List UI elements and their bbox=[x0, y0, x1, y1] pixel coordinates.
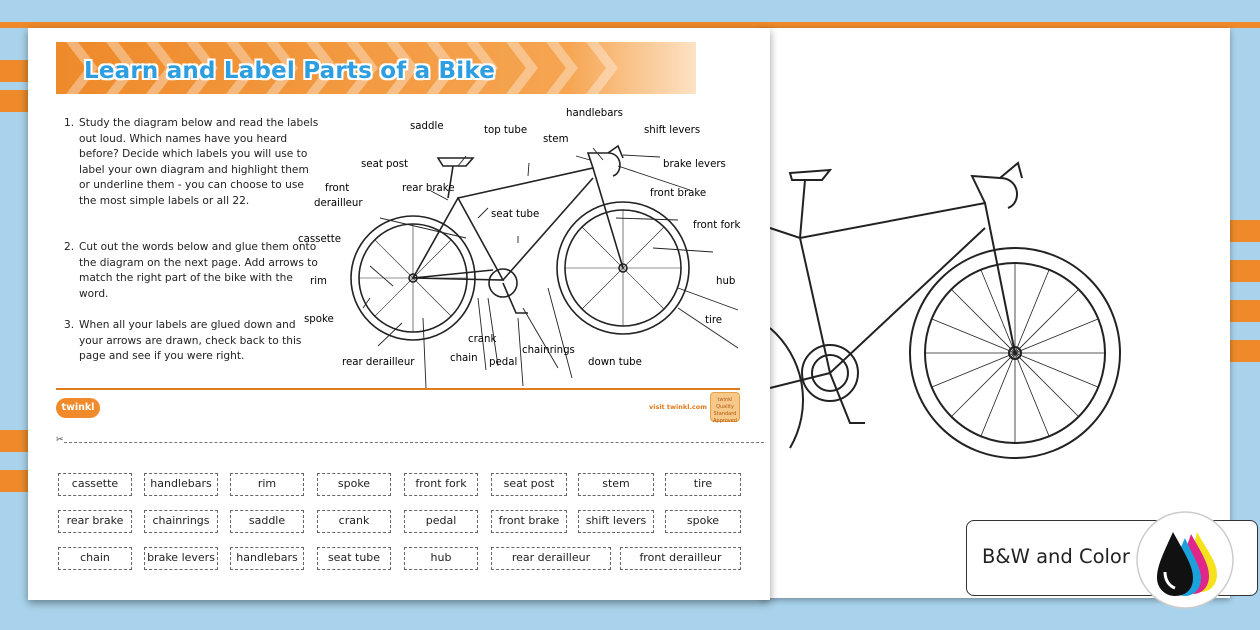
label-rim: rim bbox=[310, 276, 327, 287]
word-card[interactable]: handlebars bbox=[144, 473, 218, 496]
label-seat-post: seat post bbox=[361, 159, 409, 170]
bg-stripe bbox=[0, 60, 28, 82]
instruction-text: Cut out the words below and glue them onto the diagram on the next page. Add arrows to match the right part of the bike with the word. bbox=[79, 241, 318, 300]
twinkl-logo: twinkl bbox=[56, 398, 100, 418]
label-handlebars: handlebars bbox=[566, 108, 623, 119]
bg-stripe bbox=[0, 90, 28, 112]
word-card[interactable]: rim bbox=[230, 473, 304, 496]
quality-badge: twinkl Quality Standard Approved bbox=[710, 392, 740, 422]
word-card[interactable]: handlebars bbox=[230, 547, 304, 570]
word-card[interactable]: spoke bbox=[317, 473, 391, 496]
worksheet-page bbox=[28, 28, 770, 600]
word-card[interactable]: stem bbox=[578, 473, 654, 496]
word-card[interactable]: chain bbox=[58, 547, 132, 570]
label-shift-levers: shift levers bbox=[644, 125, 701, 136]
instruction-text: Study the diagram below and read the labels out loud. Which names have you heard before? Decide which labels you will use to label your own diagram and highlight them or underline them - you can choose to use the most simple labels or all 22. bbox=[79, 117, 319, 207]
word-card[interactable]: tire bbox=[665, 473, 741, 496]
bg-stripe bbox=[0, 470, 28, 492]
instruction-text: When all your labels are glued down and your arrows are drawn, check back to this page and see if you were right. bbox=[79, 319, 302, 362]
label-front-fork: front fork bbox=[693, 220, 741, 231]
bg-stripe bbox=[1230, 340, 1260, 362]
word-card[interactable]: rear derailleur bbox=[491, 547, 611, 570]
label-crank: crank bbox=[468, 334, 497, 345]
instruction-number: 3. bbox=[64, 319, 75, 331]
word-card[interactable]: shift levers bbox=[578, 510, 654, 533]
word-card[interactable]: front brake bbox=[491, 510, 567, 533]
label-top-tube: top tube bbox=[484, 125, 528, 136]
word-card[interactable]: front fork bbox=[404, 473, 478, 496]
cut-line bbox=[64, 442, 764, 443]
label-pedal: pedal bbox=[489, 357, 518, 368]
label-rear-derailleur: rear derailleur bbox=[342, 357, 415, 368]
instruction-number: 2. bbox=[64, 241, 75, 253]
label-down-tube: down tube bbox=[588, 357, 642, 368]
word-card[interactable]: cassette bbox=[58, 473, 132, 496]
word-card[interactable]: spoke bbox=[665, 510, 741, 533]
label-chainrings: chainrings bbox=[522, 345, 575, 356]
bg-stripe bbox=[1230, 300, 1260, 322]
footer-divider bbox=[56, 388, 740, 390]
page-title: Learn and Label Parts of a Bike bbox=[84, 58, 496, 84]
word-card[interactable]: saddle bbox=[230, 510, 304, 533]
word-card[interactable]: brake levers bbox=[144, 547, 218, 570]
label-stem: stem bbox=[543, 134, 569, 145]
scissors-icon: ✂ bbox=[56, 435, 64, 445]
word-card[interactable]: hub bbox=[404, 547, 478, 570]
label-front-derailleur: front bbox=[325, 183, 350, 194]
word-card[interactable]: front derailleur bbox=[620, 547, 741, 570]
label-spoke: spoke bbox=[304, 314, 334, 325]
color-option-label: B&W and Color bbox=[982, 545, 1130, 568]
ink-drops-icon bbox=[1135, 510, 1235, 610]
word-card[interactable]: crank bbox=[317, 510, 391, 533]
label-tire: tire bbox=[705, 315, 723, 326]
label-seat-tube: seat tube bbox=[491, 209, 540, 220]
word-card[interactable]: seat post bbox=[491, 473, 567, 496]
label-rear-brake: rear brake bbox=[402, 183, 455, 194]
label-chain: chain bbox=[450, 353, 478, 364]
diagram-labels bbox=[28, 28, 770, 600]
word-card[interactable]: rear brake bbox=[58, 510, 132, 533]
label-brake-levers: brake levers bbox=[663, 159, 726, 170]
instruction-number: 1. bbox=[64, 117, 75, 129]
visit-link[interactable]: visit twinkl.com bbox=[649, 403, 708, 411]
label-cassette: cassette bbox=[298, 234, 341, 245]
bg-stripe bbox=[1230, 260, 1260, 282]
label-front-brake: front brake bbox=[650, 188, 707, 199]
word-card[interactable]: seat tube bbox=[317, 547, 391, 570]
word-card[interactable]: chainrings bbox=[144, 510, 218, 533]
label-saddle: saddle bbox=[410, 121, 444, 132]
label-hub: hub bbox=[716, 276, 736, 287]
bg-stripe bbox=[0, 430, 28, 452]
label-front-derailleur: derailleur bbox=[314, 198, 363, 209]
bg-stripe bbox=[1230, 220, 1260, 242]
word-card[interactable]: pedal bbox=[404, 510, 478, 533]
